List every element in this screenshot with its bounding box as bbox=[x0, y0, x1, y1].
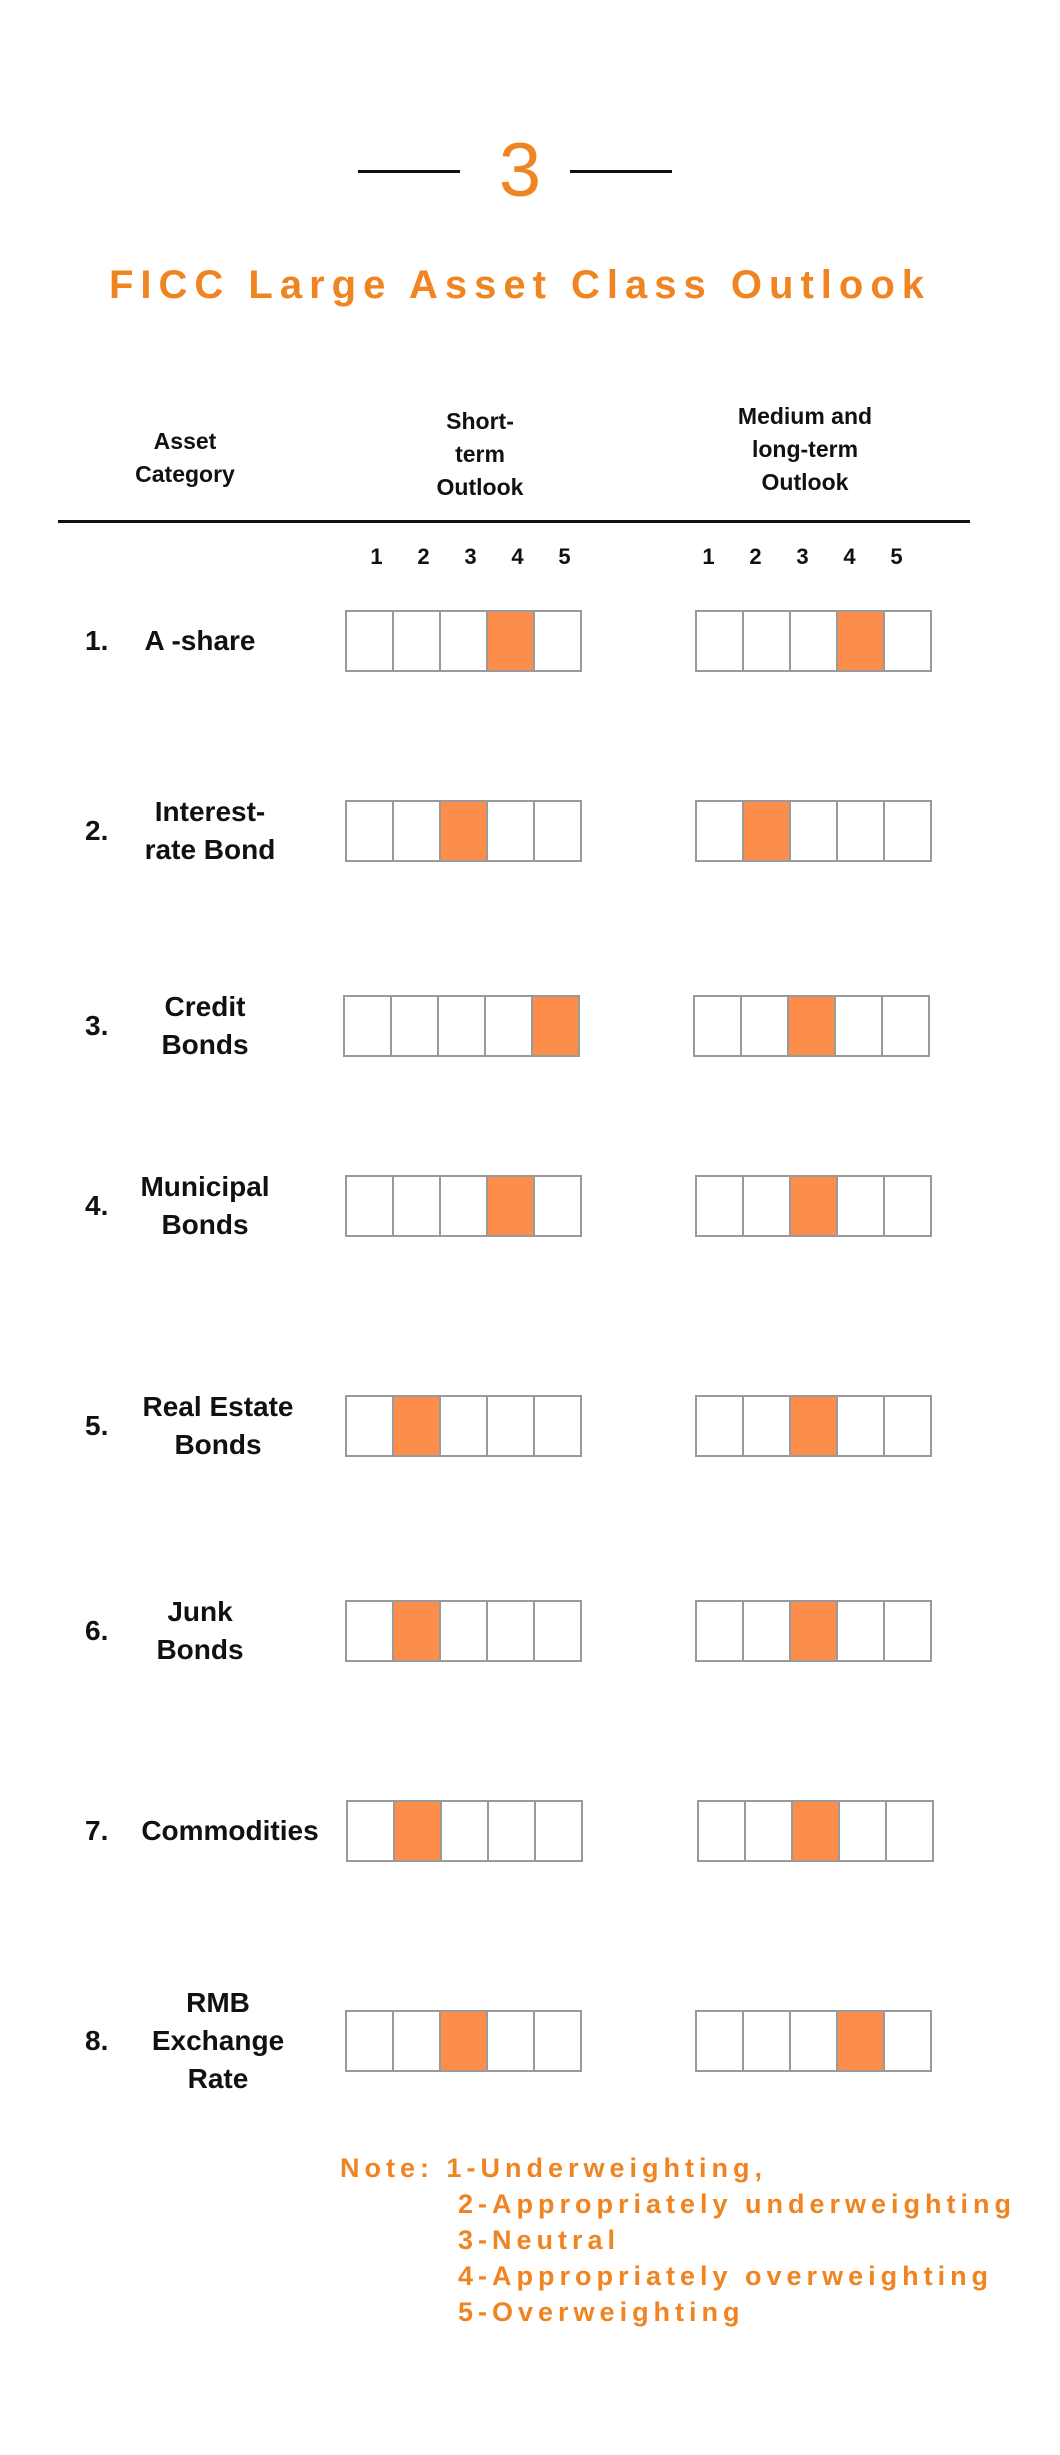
rating-boxes-medium bbox=[695, 1395, 930, 1457]
legend-note-line bbox=[340, 2258, 1016, 2294]
rating-box bbox=[486, 2010, 535, 2072]
scale-number: 2 bbox=[749, 544, 762, 569]
rating-box bbox=[345, 610, 394, 672]
rating-boxes-medium bbox=[695, 1600, 930, 1662]
rating-boxes-medium bbox=[693, 995, 928, 1057]
legend-note bbox=[340, 2150, 1016, 2330]
legend-note-prefix: Note: bbox=[340, 2153, 447, 2183]
header-rule-left bbox=[358, 170, 460, 173]
rating-box bbox=[346, 1800, 395, 1862]
rating-box bbox=[439, 610, 488, 672]
scale-number: 5 bbox=[558, 544, 571, 569]
row-label-line: RMB bbox=[186, 1987, 250, 2018]
rating-box-selected bbox=[787, 995, 836, 1057]
rating-boxes-short bbox=[343, 995, 578, 1057]
row-label bbox=[130, 1812, 330, 1850]
rating-box bbox=[695, 2010, 744, 2072]
rating-boxes-short bbox=[345, 2010, 580, 2072]
rating-box bbox=[883, 1175, 932, 1237]
legend-note-item: 2-Appropriately underweighting bbox=[458, 2189, 1017, 2219]
rating-box-selected bbox=[393, 1800, 442, 1862]
row-number: 2. bbox=[85, 815, 109, 846]
rating-box bbox=[486, 1395, 535, 1457]
scale-number: 3 bbox=[796, 544, 809, 569]
rating-box bbox=[883, 800, 932, 862]
rating-boxes-short bbox=[345, 1175, 580, 1237]
row-label bbox=[128, 1984, 308, 2098]
rating-box bbox=[486, 800, 535, 862]
rating-box-selected bbox=[531, 995, 580, 1057]
rating-box bbox=[439, 1600, 488, 1662]
rating-box bbox=[836, 1175, 885, 1237]
rating-box bbox=[695, 1600, 744, 1662]
rating-box bbox=[883, 1600, 932, 1662]
rating-box bbox=[742, 1600, 791, 1662]
legend-note-line bbox=[340, 2294, 1016, 2330]
rating-box bbox=[533, 1600, 582, 1662]
rating-box-selected bbox=[789, 1600, 838, 1662]
row-label-line: Rate bbox=[187, 2063, 249, 2094]
row-label-line: rate Bond bbox=[144, 834, 276, 865]
rating-box bbox=[744, 1800, 793, 1862]
row-number: 5. bbox=[85, 1410, 109, 1441]
rating-box bbox=[484, 995, 533, 1057]
legend-note-item: 3-Neutral bbox=[458, 2225, 621, 2255]
column-header-asset-line: Category bbox=[135, 461, 235, 487]
rating-boxes-medium bbox=[695, 800, 930, 862]
rating-box bbox=[533, 2010, 582, 2072]
legend-note-line bbox=[340, 2222, 1016, 2258]
rating-box bbox=[742, 1175, 791, 1237]
rating-box bbox=[533, 1175, 582, 1237]
rating-box-selected bbox=[791, 1800, 840, 1862]
rating-box-selected bbox=[789, 1395, 838, 1457]
rating-box bbox=[440, 1800, 489, 1862]
rating-box bbox=[838, 1800, 887, 1862]
column-header-short-line: term bbox=[455, 441, 505, 467]
rating-box bbox=[881, 995, 930, 1057]
row-label-line: Bonds bbox=[156, 1634, 244, 1665]
rating-box bbox=[695, 800, 744, 862]
rating-boxes-medium bbox=[697, 1800, 932, 1862]
rating-box bbox=[695, 1395, 744, 1457]
legend-note-line bbox=[340, 2186, 1016, 2222]
rating-box bbox=[392, 1175, 441, 1237]
row-label-line: Interest- bbox=[154, 796, 266, 827]
rating-boxes-short bbox=[345, 610, 580, 672]
legend-note-item: 4-Appropriately overweighting bbox=[458, 2261, 994, 2291]
rating-box bbox=[487, 1800, 536, 1862]
rating-box bbox=[345, 1600, 394, 1662]
legend-note-item: 5-Overweighting bbox=[458, 2297, 745, 2327]
column-header-asset-line: Asset bbox=[153, 428, 217, 454]
row-label-line: Bonds bbox=[174, 1429, 262, 1460]
rating-box bbox=[742, 2010, 791, 2072]
rating-box bbox=[836, 1395, 885, 1457]
rating-box bbox=[834, 995, 883, 1057]
header-divider bbox=[58, 520, 970, 523]
column-header-short bbox=[380, 405, 580, 504]
header-rule-right bbox=[570, 170, 672, 173]
scale-number: 1 bbox=[702, 544, 715, 569]
rating-box bbox=[533, 610, 582, 672]
rating-boxes-short bbox=[345, 1600, 580, 1662]
rating-box-selected bbox=[836, 610, 885, 672]
rating-box bbox=[534, 1800, 583, 1862]
rating-box-selected bbox=[789, 1175, 838, 1237]
row-number: 6. bbox=[85, 1615, 109, 1646]
row-label-line: Municipal bbox=[140, 1171, 270, 1202]
rating-box bbox=[836, 800, 885, 862]
scale-number: 1 bbox=[370, 544, 383, 569]
rating-box bbox=[533, 800, 582, 862]
rating-box bbox=[883, 610, 932, 672]
column-header-medium-line: Outlook bbox=[761, 469, 849, 495]
row-label bbox=[128, 1388, 308, 1464]
column-header-asset bbox=[85, 425, 285, 491]
rating-box bbox=[392, 610, 441, 672]
row-label-line: Exchange bbox=[151, 2025, 285, 2056]
rating-box-selected bbox=[392, 1395, 441, 1457]
rating-box bbox=[740, 995, 789, 1057]
rating-boxes-short bbox=[346, 1800, 581, 1862]
rating-box bbox=[742, 1395, 791, 1457]
rating-box bbox=[789, 800, 838, 862]
column-header-medium bbox=[700, 400, 910, 499]
rating-box-selected bbox=[392, 1600, 441, 1662]
rating-box bbox=[392, 800, 441, 862]
row-label-line: Credit bbox=[164, 991, 246, 1022]
rating-box bbox=[695, 1175, 744, 1237]
rating-box bbox=[345, 1395, 394, 1457]
rating-box-selected bbox=[439, 2010, 488, 2072]
rating-box-selected bbox=[439, 800, 488, 862]
row-number: 4. bbox=[85, 1190, 109, 1221]
column-header-medium-line: Medium and bbox=[737, 403, 873, 429]
scale-number: 5 bbox=[890, 544, 903, 569]
rating-box bbox=[695, 610, 744, 672]
rating-boxes-medium bbox=[695, 610, 930, 672]
rating-boxes-medium bbox=[695, 1175, 930, 1237]
scale-numbers-short bbox=[352, 542, 612, 572]
row-label-line: Commodities bbox=[141, 1815, 319, 1846]
column-header-short-line: Outlook bbox=[436, 474, 524, 500]
rating-box-selected bbox=[742, 800, 791, 862]
rating-box bbox=[390, 995, 439, 1057]
column-header-medium-line: long-term bbox=[751, 436, 859, 462]
rating-boxes-medium bbox=[695, 2010, 930, 2072]
rating-box bbox=[836, 1600, 885, 1662]
rating-box bbox=[885, 1800, 934, 1862]
scale-number: 4 bbox=[843, 544, 856, 569]
rating-box bbox=[693, 995, 742, 1057]
rating-box bbox=[437, 995, 486, 1057]
row-label-line: Bonds bbox=[161, 1029, 249, 1060]
rating-box bbox=[742, 610, 791, 672]
row-label bbox=[110, 622, 290, 660]
page-title: FICC Large Asset Class Outlook bbox=[109, 263, 931, 307]
rating-box bbox=[343, 995, 392, 1057]
row-number: 1. bbox=[85, 625, 109, 656]
legend-note-item: 1-Underweighting, bbox=[446, 2153, 767, 2183]
row-label bbox=[115, 1168, 295, 1244]
scale-numbers-medium bbox=[684, 542, 944, 572]
rating-box-selected bbox=[486, 610, 535, 672]
scale-number: 4 bbox=[511, 544, 524, 569]
row-label-line: Junk bbox=[167, 1596, 233, 1627]
row-number: 8. bbox=[85, 2025, 109, 2056]
row-label bbox=[120, 793, 300, 869]
scale-number: 3 bbox=[464, 544, 477, 569]
column-header-short-line: Short- bbox=[446, 408, 514, 434]
row-label bbox=[110, 1593, 290, 1669]
row-label bbox=[115, 988, 295, 1064]
rating-box bbox=[883, 2010, 932, 2072]
rating-box bbox=[392, 2010, 441, 2072]
rating-box bbox=[345, 1175, 394, 1237]
rating-box bbox=[789, 2010, 838, 2072]
rating-box bbox=[345, 2010, 394, 2072]
row-number: 3. bbox=[85, 1010, 109, 1041]
rating-box-selected bbox=[486, 1175, 535, 1237]
rating-box bbox=[789, 610, 838, 672]
row-label-line: A -share bbox=[144, 625, 256, 656]
rating-box bbox=[345, 800, 394, 862]
rating-boxes-short bbox=[345, 800, 580, 862]
rating-box bbox=[533, 1395, 582, 1457]
rating-box bbox=[486, 1600, 535, 1662]
rating-box bbox=[439, 1175, 488, 1237]
row-label-line: Bonds bbox=[161, 1209, 249, 1240]
section-number: 3 bbox=[498, 128, 542, 213]
row-number: 7. bbox=[85, 1815, 109, 1846]
rating-boxes-short bbox=[345, 1395, 580, 1457]
rating-box-selected bbox=[836, 2010, 885, 2072]
rating-box bbox=[883, 1395, 932, 1457]
scale-number: 2 bbox=[417, 544, 430, 569]
legend-note-line bbox=[340, 2150, 1016, 2186]
rating-box bbox=[439, 1395, 488, 1457]
row-label-line: Real Estate bbox=[142, 1391, 294, 1422]
rating-box bbox=[697, 1800, 746, 1862]
